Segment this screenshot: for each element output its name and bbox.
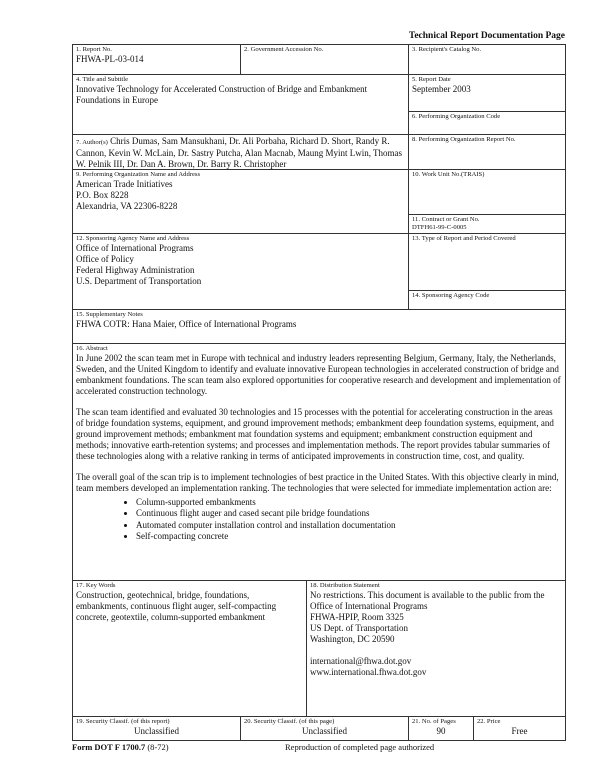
pages-label: 21. No. of Pages — [412, 718, 456, 725]
report-date-value: September 2003 — [412, 84, 471, 94]
sponsor-line: Office of Policy — [76, 254, 134, 264]
price-label: 22. Price — [477, 718, 501, 725]
abstract-paragraph: The overall goal of the scan trip is to implement technologies of best practice in the United States. With this objective clearly in mind, team members developed an implementation ranking. The technologies that were selected for immediate implementation action are: — [76, 472, 559, 493]
report-date-cell — [408, 74, 566, 112]
list-item: • Automated computer installation control and installation documentation — [136, 520, 562, 531]
work-unit-label: 10. Work Unit No.(TRAIS) — [412, 171, 485, 178]
recipient-catalog-cell — [408, 44, 566, 75]
gov-accession-cell — [240, 44, 409, 75]
distribution-line: FHWA-HPIP, Room 3325 — [310, 612, 404, 622]
report-documentation-form — [72, 44, 566, 741]
distribution-intro: No restrictions. This document is available to the public from the — [310, 590, 545, 600]
contract-label: 11. Contract or Grant No. — [412, 216, 480, 223]
form-no: Form DOT F 1700.7 — [72, 742, 146, 752]
form-revision: (8-72) — [147, 742, 169, 752]
security-report-label: 19. Security Classif. (of this report) — [76, 718, 170, 725]
price-value: Free — [511, 726, 528, 736]
sponsor-code-label: 14. Sponsoring Agency Code — [412, 292, 490, 299]
title-label: 4. Title and Subtitle — [76, 76, 129, 83]
authors-value: Chris Dumas, Sam Mansukhani, Dr. Ali Porbaha, Richard D. Short, Randy R. Cannon, Kevin W. McLain, Dr. Sastry Putcha, Alan Macnab, Maung Myint Lwin, Thomas W. Pelnik III, Dr. Dan A. Brown, Dr. Barry R. Christopher — [76, 136, 403, 169]
work-unit-cell — [408, 169, 566, 215]
report-type-cell — [408, 233, 566, 291]
distribution-cell — [306, 580, 566, 717]
distribution-label: 18. Distribution Statement — [310, 582, 380, 589]
contract-cell — [408, 214, 566, 234]
report-no-value: FHWA-PL-03-014 — [76, 54, 144, 64]
recipient-catalog-label: 3. Recipient's Catalog No. — [412, 46, 482, 53]
title-value: Innovative Technology for Accelerated Construction of Bridge and Embankment Foundations in Europe — [76, 84, 368, 105]
reproduction-note: Reproduction of completed page authorized — [285, 742, 435, 752]
sponsor-cell — [72, 233, 409, 310]
sponsor-line: Federal Highway Administration — [76, 265, 195, 275]
supplementary-value: FHWA COTR: Hana Maier, Office of International Programs — [76, 319, 297, 329]
perf-org-report-label: 8. Performing Organization Report No. — [412, 136, 516, 143]
abstract-paragraph: The scan team identified and evaluated 30 technologies and 15 processes with the potential for accelerating construction in the areas of bridge foundation systems, equipment, and ground improvement methods; embankment deep foundation systems, equipment, and ground improvement methods; embankment mat foundation systems and equipment; embankment construction equipment and methods; innovative earth-retention systems; and processes and implementation methods. The report provides tabular summaries of these technologies along with a relative ranking in terms of anticipated improvements in construction time, cost, and quality. — [76, 407, 554, 461]
security-page-label: 20. Security Classif. (of this page) — [244, 718, 335, 725]
abstract-cell — [72, 343, 566, 581]
distribution-line: Office of International Programs — [310, 601, 428, 611]
pages-cell — [408, 716, 474, 741]
perf-org-name-label: 9. Performing Organization Name and Address — [76, 171, 201, 178]
report-no-label: 1. Report No. — [76, 46, 112, 53]
key-words-label: 17. Key Words — [76, 582, 116, 589]
authors-cell — [72, 134, 409, 170]
authors-label: 7. Author(s) — [76, 139, 108, 146]
key-words-value: Construction, geotechnical, bridge, foundations, embankments, continuous flight auger, self-compacting concrete, geotextile, column-supported embankment — [76, 590, 277, 622]
perf-org-name-line: American Trade Initiatives — [76, 179, 173, 189]
perf-org-code-label: 6. Performing Organization Code — [412, 113, 501, 120]
sponsor-line: U.S. Department of Transportation — [76, 276, 202, 286]
distribution-website: www.international.fhwa.dot.gov — [310, 667, 427, 677]
list-item: • Self-compacting concrete — [136, 531, 562, 542]
report-no-cell — [72, 44, 241, 75]
distribution-line: US Dept. of Transportation — [310, 623, 409, 633]
key-words-cell — [72, 580, 307, 717]
contract-value: DTFH61-99-C-0005 — [412, 224, 467, 231]
abstract-label: 16. Abstract — [76, 345, 108, 352]
perf-org-name-line: Alexandria, VA 22306-8228 — [76, 201, 178, 211]
list-item: • Continuous flight auger and cased secant pile bridge foundations — [136, 508, 562, 519]
report-type-label: 13. Type of Report and Period Covered — [412, 235, 516, 242]
perf-org-code-cell — [408, 111, 566, 135]
distribution-email: international@fhwa.dot.gov — [310, 656, 412, 666]
form-number — [72, 742, 169, 752]
abstract-paragraph: In June 2002 the scan team met in Europe with technical and industry leaders representing Belgium, Germany, Italy, the Netherlands, Sweden, and the United Kingdom to identify and evaluate innovative European technologies in accelerated construction of bridge and embankment foundations. The scan team also explored opportunities for cooperative research and development and implementation of accelerated construction technology. — [76, 353, 561, 396]
security-page-cell — [240, 716, 409, 741]
pages-value: 90 — [436, 726, 446, 736]
supplementary-cell — [72, 309, 566, 344]
page-title: Technical Report Documentation Page — [408, 31, 565, 41]
gov-accession-label: 2. Government Accession No. — [244, 46, 324, 53]
sponsor-label: 12. Sponsoring Agency Name and Address — [76, 235, 190, 242]
supplementary-label: 15. Supplementary Notes — [76, 311, 143, 318]
perf-org-report-cell — [408, 134, 566, 170]
distribution-line: Washington, DC 20590 — [310, 634, 395, 644]
sponsor-line: Office of International Programs — [76, 243, 194, 253]
security-page-value: Unclassified — [302, 726, 347, 736]
title-cell — [72, 74, 409, 135]
report-date-label: 5. Report Date — [412, 76, 451, 83]
security-report-value: Unclassified — [134, 726, 179, 736]
price-cell — [473, 716, 566, 741]
perf-org-name-cell — [72, 169, 409, 234]
implementation-list — [76, 497, 562, 543]
sponsor-code-cell — [408, 290, 566, 310]
list-item: • Column-supported embankments — [136, 497, 562, 508]
security-report-cell — [72, 716, 241, 741]
perf-org-name-line: P.O. Box 8228 — [76, 190, 129, 200]
